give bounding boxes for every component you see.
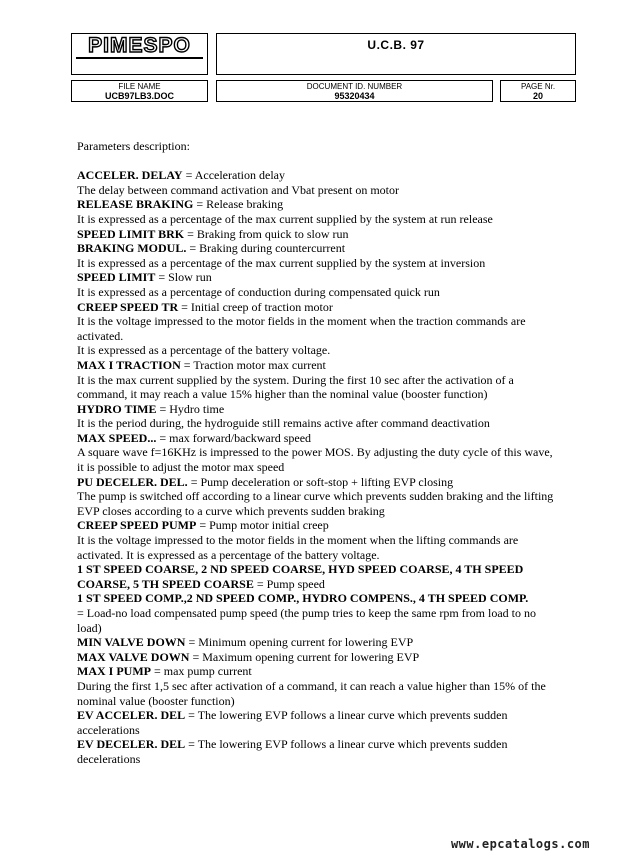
parameter-meaning: = Slow run [155,270,212,285]
parameter-meaning: = Pump speed [253,576,325,591]
file-name-label: FILE NAME [118,82,161,91]
parameter-name: SPEED LIMIT [77,270,156,285]
page-number-value: 20 [532,91,543,101]
parameter-entry [77,358,582,373]
parameter-description: It is the voltage impressed to the motor fields in the moment when the lifting commands are [77,533,519,548]
parameter-description: decelerations [77,751,141,766]
parameter-meaning: = The lowering EVP follows a linear curve which prevents sudden [185,737,508,752]
file-name-value: UCB97LB3.DOC [104,91,174,101]
parameter-meaning: = The lowering EVP follows a linear curve which prevents sudden [185,708,508,723]
parameter-entry [77,737,582,752]
parameter-description: EVP closes according to a curve which prevents sudden braking [77,503,385,518]
parameters-content [77,139,582,767]
parameter-entry [77,635,582,650]
parameter-meaning: = Hydro time [156,401,225,416]
section-intro: Parameters description: [77,139,190,153]
parameter-name: SPEED LIMIT BRK [77,226,185,241]
parameter-meaning: = Pump motor initial creep [196,518,329,533]
parameter-description: During the first 1,5 sec after activation of a command, it can reach a value higher than 15% of the [77,678,546,693]
parameter-meaning: = Maximum opening current for lowering EVP [189,649,420,664]
file-name-cell [71,80,208,102]
parameter-description: activated. It is expressed as a percentage of the battery voltage. [77,547,380,562]
parameter-description: It is expressed as a percentage of the max current supplied by the system at run release [77,211,493,226]
parameter-name: CREEP SPEED TR [77,299,179,314]
parameter-name: ACCELER. DELAY [77,168,183,183]
parameter-entry [77,664,582,679]
parameter-entry [77,650,582,665]
parameter-description: = Load-no load compensated pump speed (the pump tries to keep the same rpm from load to no [77,606,536,620]
parameter-description: accelerations [77,722,140,737]
parameter-name: BRAKING MODUL. [77,241,187,256]
parameter-description: It is the voltage impressed to the motor fields in the moment when the traction commands are [77,314,526,329]
parameter-meaning: = Acceleration delay [182,168,285,183]
parameter-entry [77,577,582,592]
parameter-description: command, it may reach a value 15% higher than the nominal value (booster function) [77,387,488,402]
parameter-description: It is expressed as a percentage of conduction during compensated quick run [77,284,440,299]
watermark: www.epcatalogs.com [450,837,590,851]
parameter-meaning: = max forward/backward speed [156,430,312,445]
parameter-entry [77,402,582,417]
company-logo: PIMESPO [76,35,203,59]
parameter-name: MAX I TRACTION [77,357,181,372]
parameter-name: PU DECELER. DEL. [77,474,188,489]
parameter-name: 1 ST SPEED COMP.,2 ND SPEED COMP., HYDRO COMPENS., 4 TH SPEED COMP. [77,591,529,606]
parameter-list [77,168,582,766]
parameter-description: It is the period during, the hydroguide still remains active after command deactivation [77,416,490,431]
parameter-description: it is possible to adjust the motor max speed [77,460,285,475]
parameter-entry [77,591,582,606]
parameter-name: CREEP SPEED PUMP [77,518,197,533]
parameter-name: EV DECELER. DEL [77,737,186,752]
parameter-entry [77,475,582,490]
parameter-entry [77,708,582,723]
page-number-cell [500,80,576,102]
document-title-box [216,33,576,75]
parameter-entry [77,270,582,285]
parameter-entry [77,562,582,577]
parameter-meaning: = Minimum opening current for lowering EVP [185,635,414,650]
parameter-name: RELEASE BRAKING [77,197,194,212]
parameter-entry [77,300,582,315]
parameter-meaning: = Braking during countercurrent [186,241,346,256]
parameter-meaning: = max pump current [150,664,252,679]
parameter-entry [77,227,582,242]
document-id-cell [216,80,493,102]
parameter-description: nominal value (booster function) [77,693,235,708]
document-title: U.C.B. 97 [367,38,425,52]
parameter-description: It is the max current supplied by the system. During the first 10 sec after the activation of a [77,372,514,387]
parameter-description: The delay between command activation and Vbat present on motor [77,182,400,197]
parameter-entry [77,168,582,183]
parameter-entry [77,197,582,212]
parameter-entry [77,241,582,256]
page-number-label: PAGE Nr. [520,82,556,91]
document-id-value: 95320434 [334,91,375,101]
parameter-name: EV ACCELER. DEL [77,708,186,723]
parameter-name: 1 ST SPEED COARSE, 2 ND SPEED COARSE, HYD SPEED COARSE, 4 TH SPEED [77,562,524,577]
parameter-name: MIN VALVE DOWN [77,635,186,650]
parameter-description: load) [77,620,102,635]
parameter-meaning: = Traction motor max current [180,357,326,372]
parameter-name: MAX SPEED... [77,430,157,445]
parameter-meaning: = Initial creep of traction motor [178,299,333,314]
parameter-meaning: = Release braking [193,197,284,212]
parameter-description: activated. [77,328,124,343]
parameter-description: It is expressed as a percentage of the battery voltage. [77,343,331,358]
parameter-meaning: = Pump deceleration or soft-stop + lifting EVP closing [187,474,454,489]
parameter-meaning: = Braking from quick to slow run [184,226,349,241]
parameter-description: It is expressed as a percentage of the max current supplied by the system at inversion [77,255,486,270]
company-logo-box [71,33,208,75]
parameter-description: The pump is switched off according to a linear curve which prevents sudden braking and the lifting [77,489,554,504]
parameter-name: MAX VALVE DOWN [77,649,190,664]
parameter-entry [77,431,582,446]
parameter-name: HYDRO TIME [77,401,157,416]
parameter-name: MAX I PUMP [77,664,151,679]
document-id-label: DOCUMENT ID. NUMBER [306,82,403,91]
parameter-name: COARSE, 5 TH SPEED COARSE [77,576,254,591]
parameter-description: A square wave f=16KHz is impressed to the power MOS. By adjusting the duty cycle of this wave, [77,445,553,460]
parameter-entry [77,518,582,533]
